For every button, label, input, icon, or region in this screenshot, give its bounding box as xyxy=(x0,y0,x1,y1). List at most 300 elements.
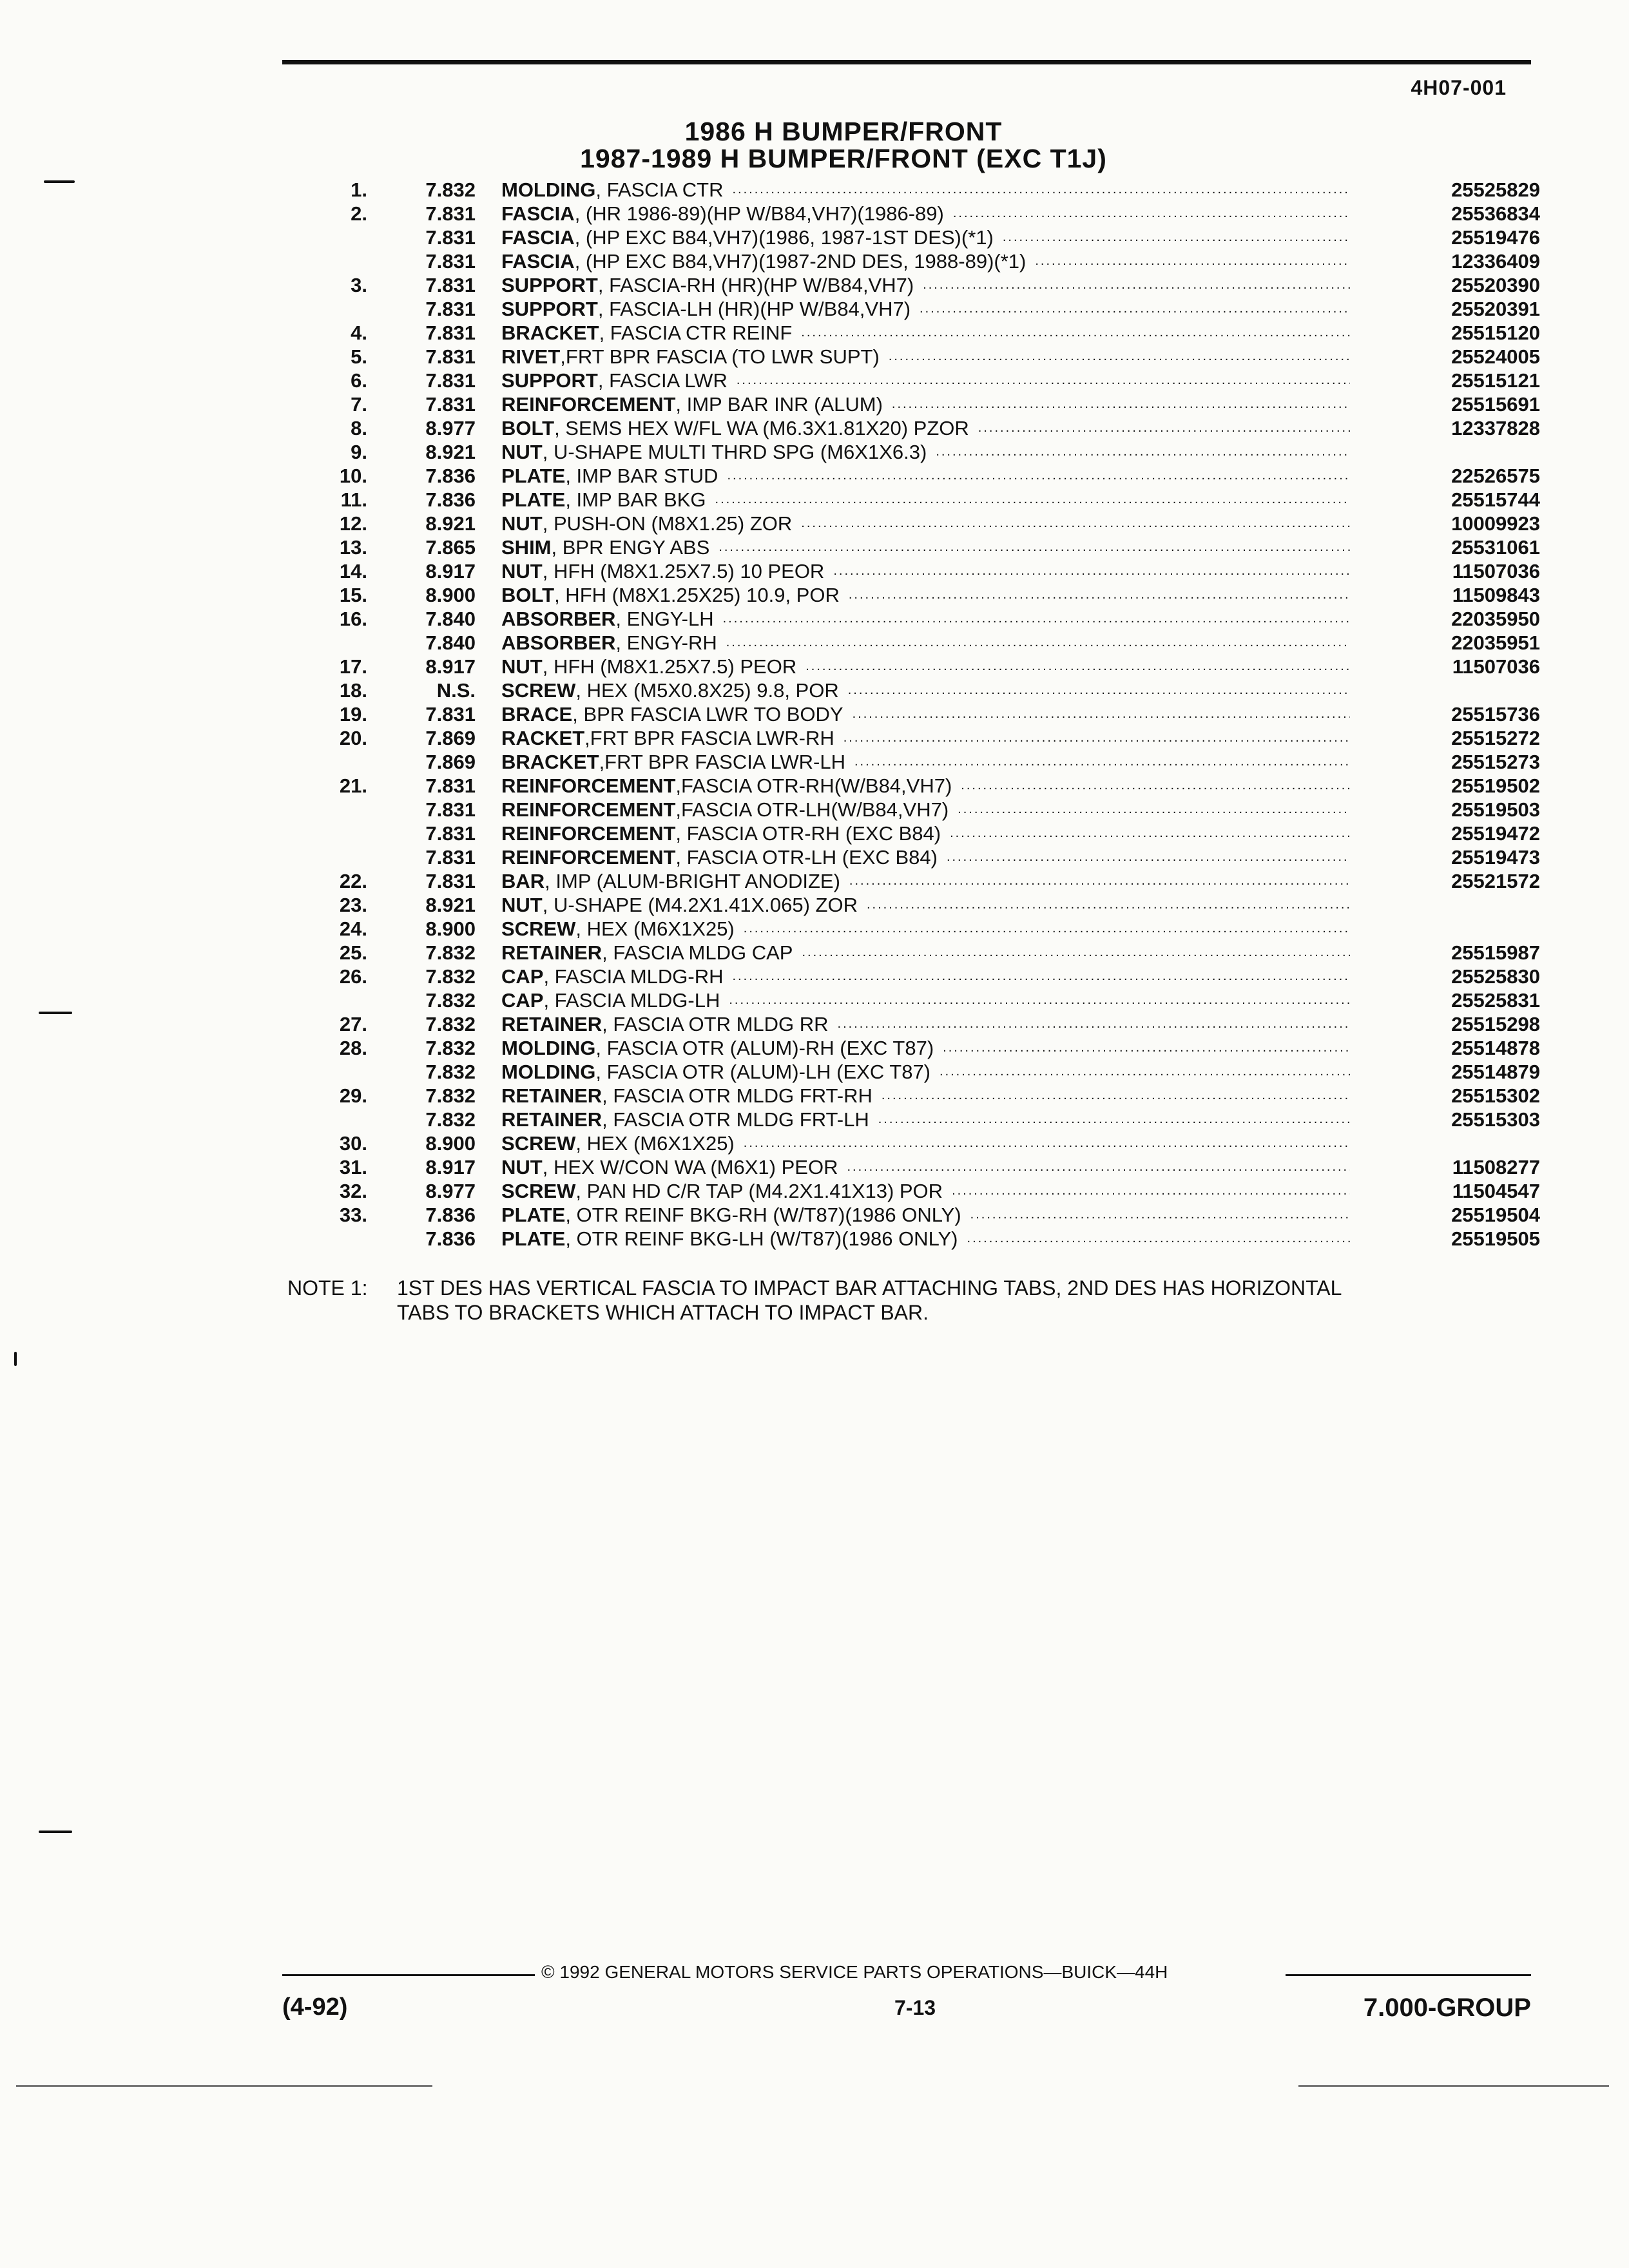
dot-leader xyxy=(744,1131,1350,1155)
dot-leader xyxy=(802,941,1350,965)
item-index: 15. xyxy=(339,584,367,606)
part-name: RETAINER xyxy=(501,1108,602,1131)
part-number: 25520391 xyxy=(1451,298,1540,320)
dot-leader xyxy=(950,822,1350,845)
part-detail: , FASCIA OTR (ALUM)-RH (EXC T87) xyxy=(595,1037,934,1059)
item-index: 19. xyxy=(339,703,367,726)
dot-leader xyxy=(970,1203,1350,1227)
item-index: 3. xyxy=(351,274,367,296)
part-description xyxy=(501,1036,1350,1060)
part-description xyxy=(501,774,1350,798)
part-row xyxy=(296,869,1540,893)
dot-leader xyxy=(838,1012,1350,1036)
dot-leader xyxy=(843,726,1350,750)
part-detail: , FASCIA-LH (HR)(HP W/B84,VH7) xyxy=(597,298,911,320)
group-number: 8.921 xyxy=(425,894,476,916)
part-number: 25515273 xyxy=(1451,751,1540,773)
item-index: 20. xyxy=(339,727,367,749)
note-text: 1ST DES HAS VERTICAL FASCIA TO IMPACT BAR ATTACHING TABS, 2ND DES HAS HORIZONTAL TABS TO BRACKETS WHICH ATTACH TO IMPACT BAR. xyxy=(397,1276,1342,1324)
group-number: N.S. xyxy=(436,679,476,702)
part-row xyxy=(296,369,1540,392)
part-name: FASCIA xyxy=(501,250,575,273)
part-number: 25519505 xyxy=(1451,1227,1540,1250)
part-detail: , FASCIA OTR (ALUM)-LH (EXC T87) xyxy=(595,1061,931,1083)
part-detail: , ENGY-LH xyxy=(615,608,714,630)
part-row xyxy=(296,1084,1540,1108)
page-title xyxy=(0,118,1629,172)
group-number: 7.832 xyxy=(425,178,476,201)
part-row xyxy=(296,750,1540,774)
part-name: SCREW xyxy=(501,1180,576,1202)
part-description xyxy=(501,440,1350,464)
part-row xyxy=(296,321,1540,345)
part-row xyxy=(296,774,1540,798)
part-number: 10009923 xyxy=(1451,512,1540,535)
item-index: 27. xyxy=(339,1013,367,1035)
dot-leader xyxy=(958,798,1350,822)
part-row xyxy=(296,488,1540,512)
part-detail: , ENGY-RH xyxy=(615,631,717,654)
part-number: 11509843 xyxy=(1452,584,1540,606)
part-row xyxy=(296,392,1540,416)
part-description xyxy=(501,941,1350,965)
part-detail: , IMP BAR STUD xyxy=(565,465,718,487)
page-number: 7-13 xyxy=(894,1996,936,2019)
part-description xyxy=(501,273,1350,297)
item-index: 1. xyxy=(351,178,367,201)
part-description xyxy=(501,1179,1350,1203)
part-description xyxy=(501,607,1350,631)
part-description xyxy=(501,1155,1350,1179)
part-description xyxy=(501,583,1350,607)
part-detail: , (HP EXC B84,VH7)(1986, 1987-1ST DES)(*1) xyxy=(574,226,994,249)
part-number: 22526575 xyxy=(1451,465,1540,487)
part-description xyxy=(501,202,1350,226)
part-name: BRACKET xyxy=(501,751,599,773)
group-number: 7.831 xyxy=(425,202,476,225)
part-detail: , FASCIA-RH (HR)(HP W/B84,VH7) xyxy=(597,274,914,296)
footer-rule-left xyxy=(282,1974,535,1976)
part-description xyxy=(501,965,1350,988)
group-number: 7.831 xyxy=(425,226,476,249)
part-detail: , (HR 1986-89)(HP W/B84,VH7)(1986-89) xyxy=(574,202,944,225)
part-description xyxy=(501,1060,1350,1084)
part-number: 25536834 xyxy=(1451,202,1540,225)
part-detail: , FASCIA MLDG-RH xyxy=(543,965,724,988)
part-name: MOLDING xyxy=(501,178,596,201)
group-number: 7.832 xyxy=(425,941,476,964)
part-detail: ,FRT BPR FASCIA LWR-LH xyxy=(599,751,845,773)
part-number: 25514879 xyxy=(1451,1061,1540,1083)
part-detail: , BPR FASCIA LWR TO BODY xyxy=(572,703,843,726)
dot-leader xyxy=(833,559,1350,583)
item-index: 2. xyxy=(351,202,367,225)
part-detail: , HFH (M8X1.25X7.5) PEOR xyxy=(542,655,797,678)
part-number: 25515303 xyxy=(1451,1108,1540,1131)
part-description xyxy=(501,1131,1350,1155)
part-description xyxy=(501,988,1350,1012)
part-number: 25519503 xyxy=(1451,798,1540,821)
scan-edge-line xyxy=(1298,2085,1609,2087)
part-description xyxy=(501,416,1350,440)
dot-leader xyxy=(737,369,1350,392)
part-row xyxy=(296,202,1540,226)
part-name: MOLDING xyxy=(501,1037,596,1059)
part-description xyxy=(501,178,1350,202)
part-detail: , HEX (M6X1X25) xyxy=(575,918,735,940)
dot-leader xyxy=(943,1036,1350,1060)
dot-leader xyxy=(920,297,1350,321)
part-number: 25515272 xyxy=(1451,727,1540,749)
part-name: NUT xyxy=(501,560,543,582)
part-name: RETAINER xyxy=(501,941,602,964)
part-detail: , FASCIA OTR MLDG FRT-LH xyxy=(602,1108,869,1131)
group-number: 8.917 xyxy=(425,1156,476,1178)
part-detail: , FASCIA OTR-RH (EXC B84) xyxy=(675,822,941,845)
part-description xyxy=(501,1227,1350,1251)
item-index: 5. xyxy=(351,345,367,368)
part-detail: , HEX (M5X0.8X25) 9.8, POR xyxy=(575,679,839,702)
part-row xyxy=(296,1012,1540,1036)
part-name: REINFORCEMENT xyxy=(501,798,676,821)
group-number: 7.831 xyxy=(425,298,476,320)
part-row xyxy=(296,1060,1540,1084)
part-detail: ,FRT BPR FASCIA LWR-RH xyxy=(584,727,834,749)
part-description xyxy=(501,702,1350,726)
group-number: 7.831 xyxy=(425,345,476,368)
part-name: REINFORCEMENT xyxy=(501,393,676,416)
part-number: 25520390 xyxy=(1451,274,1540,296)
group-number: 7.831 xyxy=(425,369,476,392)
dot-leader xyxy=(952,1179,1350,1203)
top-rule xyxy=(282,60,1531,64)
part-description xyxy=(501,297,1350,321)
group-number: 7.840 xyxy=(425,631,476,654)
part-name: CAP xyxy=(501,989,544,1012)
group-number: 7.832 xyxy=(425,1013,476,1035)
part-description xyxy=(501,1108,1350,1131)
part-detail: , HFH (M8X1.25X25) 10.9, POR xyxy=(554,584,840,606)
item-index: 14. xyxy=(339,560,367,582)
part-number: 12336409 xyxy=(1451,250,1540,273)
part-description xyxy=(501,1012,1350,1036)
binder-mark xyxy=(44,180,75,183)
part-number: 25519504 xyxy=(1451,1204,1540,1226)
part-description xyxy=(501,917,1350,941)
part-detail: , HFH (M8X1.25X7.5) 10 PEOR xyxy=(542,560,825,582)
group-number: 7.869 xyxy=(425,751,476,773)
part-description xyxy=(501,321,1350,345)
group-number: 7.832 xyxy=(425,989,476,1012)
parts-list xyxy=(296,178,1540,1251)
title-line-2: 1987-1989 H BUMPER/FRONT (EXC T1J) xyxy=(580,144,1107,173)
part-description xyxy=(501,249,1350,273)
part-name: SHIM xyxy=(501,536,552,559)
part-row xyxy=(296,1108,1540,1131)
part-number: 25515987 xyxy=(1451,941,1540,964)
part-description xyxy=(501,798,1350,822)
part-name: PLATE xyxy=(501,488,566,511)
group-number: 7.000-GROUP xyxy=(1363,1994,1531,2022)
dot-leader xyxy=(849,583,1350,607)
part-row xyxy=(296,345,1540,369)
part-row xyxy=(296,798,1540,822)
part-detail: , U-SHAPE MULTI THRD SPG (M6X1X6.3) xyxy=(542,441,927,463)
dot-leader xyxy=(801,321,1350,345)
item-index: 22. xyxy=(339,870,367,892)
part-name: REINFORCEMENT xyxy=(501,846,676,869)
part-name: SUPPORT xyxy=(501,369,598,392)
item-index: 9. xyxy=(351,441,367,463)
part-name: SUPPORT xyxy=(501,298,598,320)
part-name: BOLT xyxy=(501,584,555,606)
copyright-line: © 1992 GENERAL MOTORS SERVICE PARTS OPERATIONS—BUICK—44H xyxy=(541,1962,1168,1982)
part-number: 25515302 xyxy=(1451,1084,1540,1107)
dot-leader xyxy=(732,178,1350,202)
part-number: 22035951 xyxy=(1451,631,1540,654)
part-row xyxy=(296,1155,1540,1179)
group-number: 7.831 xyxy=(425,870,476,892)
part-description xyxy=(501,678,1350,702)
part-description xyxy=(501,822,1350,845)
part-number: 25515744 xyxy=(1451,488,1540,511)
group-number: 8.921 xyxy=(425,441,476,463)
dot-leader xyxy=(853,702,1350,726)
part-detail: , OTR REINF BKG-RH (W/T87)(1986 ONLY) xyxy=(565,1204,961,1226)
part-number: 11504547 xyxy=(1452,1180,1540,1202)
part-row xyxy=(296,416,1540,440)
part-number: 25519472 xyxy=(1451,822,1540,845)
title-line-1: 1986 H BUMPER/FRONT xyxy=(684,117,1003,146)
dot-leader xyxy=(715,488,1350,512)
part-detail: , SEMS HEX W/FL WA (M6.3X1.81X20) PZOR xyxy=(554,417,969,439)
item-index: 29. xyxy=(339,1084,367,1107)
group-number: 7.831 xyxy=(425,798,476,821)
group-number: 8.977 xyxy=(425,417,476,439)
part-number: 25524005 xyxy=(1451,345,1540,368)
note-label: NOTE 1: xyxy=(287,1276,368,1300)
item-index: 23. xyxy=(339,894,367,916)
part-detail: , IMP BAR INR (ALUM) xyxy=(675,393,883,416)
dot-leader xyxy=(1035,249,1350,273)
part-name: REINFORCEMENT xyxy=(501,822,676,845)
dot-leader xyxy=(727,464,1350,488)
group-number: 7.831 xyxy=(425,703,476,726)
revision-date: (4-92) xyxy=(282,1994,348,2021)
part-row xyxy=(296,178,1540,202)
group-number: 7.832 xyxy=(425,1108,476,1131)
part-row xyxy=(296,1179,1540,1203)
item-index: 21. xyxy=(339,774,367,797)
item-index: 24. xyxy=(339,918,367,940)
part-description xyxy=(501,464,1350,488)
part-number: 25514878 xyxy=(1451,1037,1540,1059)
dot-leader xyxy=(729,988,1350,1012)
part-row xyxy=(296,631,1540,655)
part-number: 25515736 xyxy=(1451,703,1540,726)
group-number: 7.831 xyxy=(425,274,476,296)
part-row xyxy=(296,678,1540,702)
dot-leader xyxy=(940,1060,1350,1084)
part-detail: ,FASCIA OTR-RH(W/B84,VH7) xyxy=(675,774,952,797)
group-number: 8.977 xyxy=(425,1180,476,1202)
part-detail: , FASCIA OTR MLDG RR xyxy=(602,1013,829,1035)
binder-mark xyxy=(39,1012,72,1014)
part-description xyxy=(501,893,1350,917)
part-description xyxy=(501,559,1350,583)
dot-leader xyxy=(892,392,1350,416)
part-description xyxy=(501,1203,1350,1227)
group-number: 7.832 xyxy=(425,965,476,988)
page-code: 4H07-001 xyxy=(1411,76,1507,99)
part-name: NUT xyxy=(501,512,543,535)
group-number: 7.869 xyxy=(425,727,476,749)
part-name: ABSORBER xyxy=(501,631,616,654)
part-row xyxy=(296,464,1540,488)
part-number: 22035950 xyxy=(1451,608,1540,630)
item-index: 6. xyxy=(351,369,367,392)
item-index: 17. xyxy=(339,655,367,678)
part-name: REINFORCEMENT xyxy=(501,774,676,797)
part-detail: , FASCIA MLDG CAP xyxy=(602,941,793,964)
part-number: 25521572 xyxy=(1451,870,1540,892)
part-description xyxy=(501,512,1350,535)
part-name: ABSORBER xyxy=(501,608,616,630)
part-name: NUT xyxy=(501,655,543,678)
part-detail: , (HP EXC B84,VH7)(1987-2ND DES, 1988-89)(*1) xyxy=(574,250,1027,273)
part-name: SCREW xyxy=(501,918,576,940)
part-description xyxy=(501,369,1350,392)
part-row xyxy=(296,226,1540,249)
part-description xyxy=(501,631,1350,655)
item-index: 8. xyxy=(351,417,367,439)
dot-leader xyxy=(936,440,1350,464)
part-description xyxy=(501,750,1350,774)
part-detail: , U-SHAPE (M4.2X1.41X.065) ZOR xyxy=(542,894,858,916)
dot-leader xyxy=(733,965,1351,988)
item-index: 30. xyxy=(339,1132,367,1155)
dot-leader xyxy=(878,1108,1350,1131)
part-name: BRACE xyxy=(501,703,573,726)
part-name: RACKET xyxy=(501,727,585,749)
part-row xyxy=(296,249,1540,273)
part-row xyxy=(296,535,1540,559)
item-index: 16. xyxy=(339,608,367,630)
part-name: MOLDING xyxy=(501,1061,596,1083)
part-name: RETAINER xyxy=(501,1084,602,1107)
part-name: SCREW xyxy=(501,1132,576,1155)
part-row xyxy=(296,512,1540,535)
dot-leader xyxy=(744,917,1350,941)
part-row xyxy=(296,1203,1540,1227)
part-detail: , BPR ENGY ABS xyxy=(551,536,710,559)
part-detail: , HEX (M6X1X25) xyxy=(575,1132,735,1155)
dot-leader xyxy=(805,655,1350,678)
part-row xyxy=(296,941,1540,965)
item-index: 12. xyxy=(339,512,367,535)
part-name: NUT xyxy=(501,894,543,916)
item-index: 4. xyxy=(351,322,367,344)
part-number: 25515120 xyxy=(1451,322,1540,344)
part-detail: ,FASCIA OTR-LH(W/B84,VH7) xyxy=(675,798,949,821)
dot-leader xyxy=(923,273,1350,297)
group-number: 7.832 xyxy=(425,1084,476,1107)
group-number: 8.900 xyxy=(425,1132,476,1155)
group-number: 7.836 xyxy=(425,1204,476,1226)
binder-mark xyxy=(39,1831,72,1833)
part-detail: , FASCIA MLDG-LH xyxy=(543,989,720,1012)
part-number: 25519476 xyxy=(1451,226,1540,249)
part-row xyxy=(296,726,1540,750)
item-index: 28. xyxy=(339,1037,367,1059)
part-number: 25525831 xyxy=(1451,989,1540,1012)
dot-leader xyxy=(978,416,1350,440)
part-detail: , FASCIA OTR MLDG FRT-RH xyxy=(602,1084,872,1107)
part-name: RETAINER xyxy=(501,1013,602,1035)
part-detail: , FASCIA CTR xyxy=(595,178,724,201)
part-name: RIVET xyxy=(501,345,561,368)
part-detail: , HEX W/CON WA (M6X1) PEOR xyxy=(542,1156,838,1178)
group-number: 7.831 xyxy=(425,393,476,416)
part-number: 25519473 xyxy=(1451,846,1540,869)
group-number: 7.832 xyxy=(425,1061,476,1083)
part-row xyxy=(296,273,1540,297)
part-name: PLATE xyxy=(501,1204,566,1226)
part-description xyxy=(501,392,1350,416)
part-name: BAR xyxy=(501,870,545,892)
part-number: 25519502 xyxy=(1451,774,1540,797)
part-number: 11507036 xyxy=(1452,655,1540,678)
part-name: BRACKET xyxy=(501,322,599,344)
dot-leader xyxy=(726,631,1350,655)
part-number: 11508277 xyxy=(1452,1156,1540,1178)
part-row xyxy=(296,1036,1540,1060)
part-detail: ,FRT BPR FASCIA (TO LWR SUPT) xyxy=(560,345,880,368)
part-detail: , FASCIA LWR xyxy=(597,369,728,392)
part-row xyxy=(296,1227,1540,1251)
part-description xyxy=(501,655,1350,678)
dot-leader xyxy=(889,345,1350,369)
group-number: 7.836 xyxy=(425,488,476,511)
group-number: 7.831 xyxy=(425,822,476,845)
item-index: 25. xyxy=(339,941,367,964)
part-row xyxy=(296,559,1540,583)
group-number: 8.900 xyxy=(425,584,476,606)
group-number: 7.831 xyxy=(425,774,476,797)
part-name: PLATE xyxy=(501,1227,566,1250)
item-index: 11. xyxy=(340,488,367,511)
part-detail: , PAN HD C/R TAP (M4.2X1.41X13) POR xyxy=(575,1180,943,1202)
dot-leader xyxy=(847,1155,1350,1179)
part-number: 12337828 xyxy=(1451,417,1540,439)
part-row xyxy=(296,440,1540,464)
scan-speck xyxy=(14,1352,17,1366)
dot-leader xyxy=(849,869,1350,893)
part-row xyxy=(296,893,1540,917)
dot-leader xyxy=(854,750,1350,774)
part-description xyxy=(501,726,1350,750)
part-number: 25515121 xyxy=(1451,369,1540,392)
part-row xyxy=(296,822,1540,845)
footer-rule-right xyxy=(1286,1974,1531,1976)
part-row xyxy=(296,607,1540,631)
part-number: 11507036 xyxy=(1452,560,1540,582)
part-number: 25515691 xyxy=(1451,393,1540,416)
part-name: NUT xyxy=(501,1156,543,1178)
group-number: 8.921 xyxy=(425,512,476,535)
part-number: 25531061 xyxy=(1451,536,1540,559)
part-row xyxy=(296,702,1540,726)
